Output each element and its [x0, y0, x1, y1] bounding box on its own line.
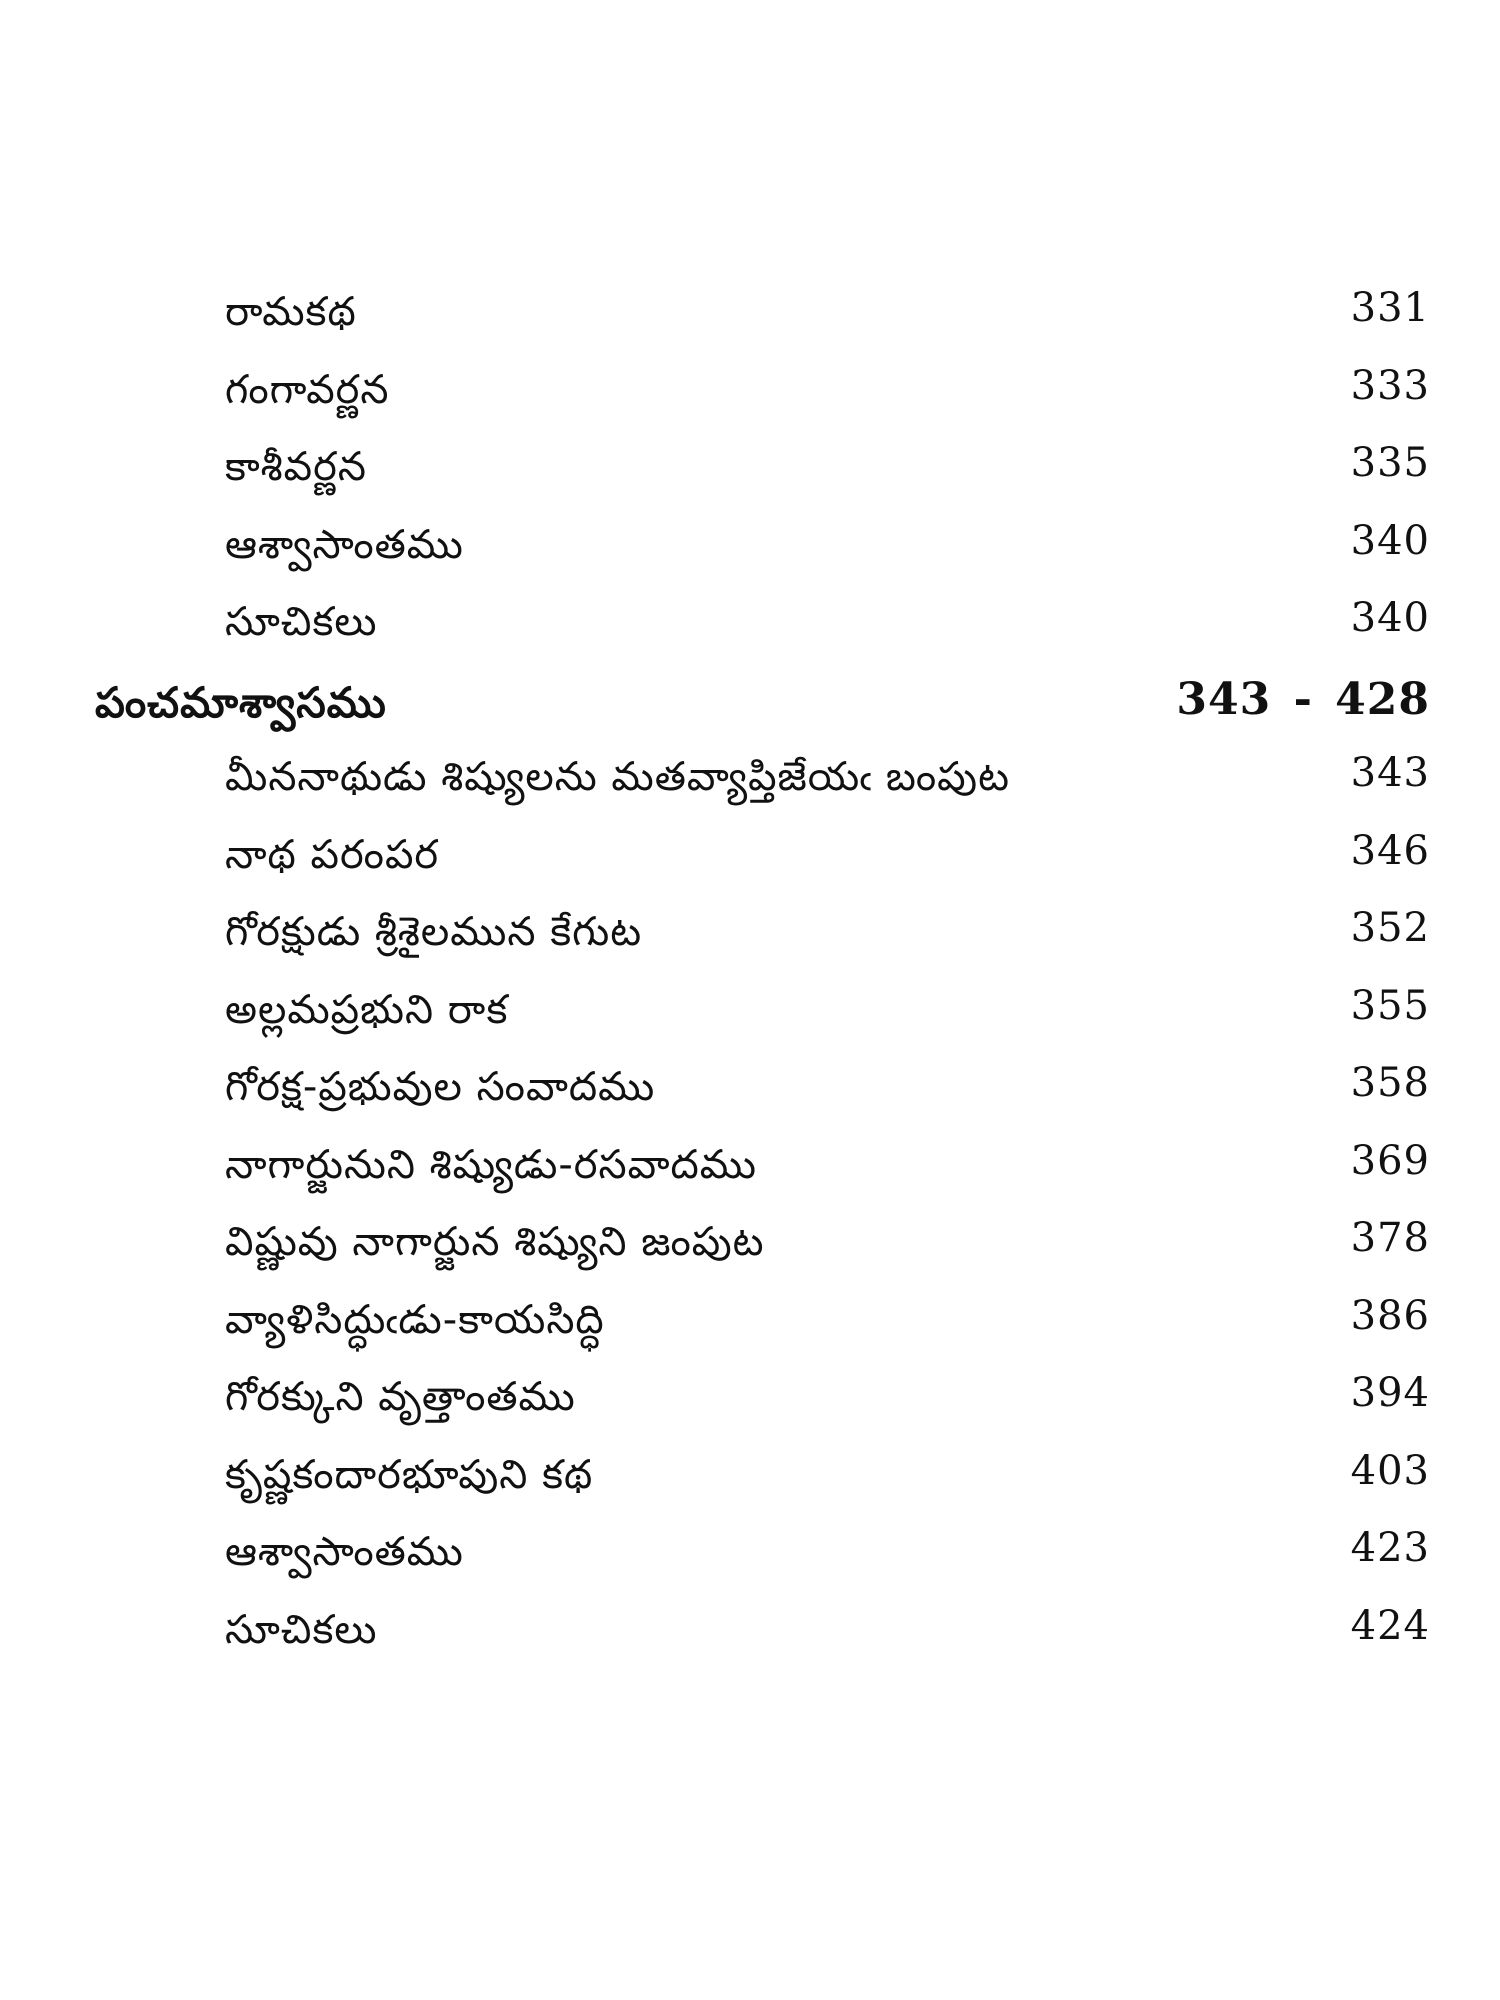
toc-entry-page: 346: [1350, 827, 1430, 874]
toc-entry-page: 331: [1350, 285, 1430, 331]
toc-entry-page: 423: [1350, 1525, 1430, 1571]
toc-entry-title: విష్ణువు నాగార్జున శిష్యుని జంపుట: [225, 1219, 765, 1265]
toc-entry-title: నాగార్జునుని శిష్యుడు-రసవాదము: [225, 1141, 757, 1188]
toc-entry-vyalisiddhudu: [95, 1288, 1430, 1366]
table-of-contents: [95, 280, 1430, 1675]
toc-entry-title: అల్లమప్రభుని రాక: [225, 986, 509, 1033]
chapter-page-range: 343 - 428: [1176, 673, 1430, 725]
toc-entry-page: 335: [1350, 440, 1430, 486]
toc-entry-krishnakandara: [95, 1443, 1430, 1521]
toc-entry-samvadamu: [95, 1055, 1430, 1133]
toc-entry-gangavarnana: [95, 358, 1430, 436]
toc-entry-suchikalu-2: [95, 1598, 1430, 1676]
toc-entry-aswasantamu: [95, 513, 1430, 591]
toc-entry-page: 340: [1350, 517, 1430, 564]
toc-entry-aswasantamu-2: [95, 1520, 1430, 1598]
toc-entry-title: కృష్ణకందారభూపుని కథ: [225, 1451, 594, 1498]
toc-entry-meenanathudu: [95, 745, 1430, 823]
toc-entry-title: మీననాథుడు శిష్యులను మతవ్యాప్తిజేయఁ బంపుట: [225, 754, 1010, 800]
toc-entry-page: 378: [1350, 1215, 1430, 1261]
toc-entry-page: 358: [1350, 1060, 1430, 1106]
toc-entry-title: సూచికలు: [225, 599, 378, 645]
toc-entry-page: 403: [1350, 1447, 1430, 1494]
toc-entry-suchikalu: [95, 590, 1430, 668]
toc-entry-title: వ్యాళిసిద్ధుఁడు-కాయసిద్ధి: [225, 1296, 605, 1343]
toc-entry-page: 424: [1350, 1602, 1430, 1649]
toc-entry-title: కాశీవర్ణన: [225, 444, 367, 490]
toc-entry-title: గోరక్కుని వృత్తాంతము: [225, 1374, 576, 1420]
toc-entry-title: గోరక్ష-ప్రభువుల సంవాదము: [225, 1064, 656, 1110]
toc-entry-kasivarnana: [95, 435, 1430, 513]
toc-entry-title: గోరక్షుడు శ్రీశైలమున కేగుట: [225, 909, 643, 955]
toc-entry-page: 355: [1350, 982, 1430, 1029]
chapter-title: పంచమాశ్వాసము: [95, 677, 387, 727]
toc-chapter-heading: [95, 668, 1430, 746]
toc-entry-title: సూచికలు: [225, 1606, 378, 1653]
toc-entry-page: 333: [1350, 362, 1430, 409]
toc-entry-title: నాథ పరంపర: [225, 831, 440, 878]
toc-entry-title: గంగావర్ణన: [225, 366, 390, 413]
toc-entry-ramakatha: [95, 280, 1430, 358]
toc-entry-title: రామకథ: [225, 289, 357, 335]
toc-entry-page: 386: [1350, 1292, 1430, 1339]
toc-entry-page: 343: [1350, 750, 1430, 796]
toc-entry-allamaprabhu: [95, 978, 1430, 1056]
toc-entry-rasavadamu: [95, 1133, 1430, 1211]
toc-entry-natha-parampara: [95, 823, 1430, 901]
toc-entry-title: ఆశ్వాసాంతము: [225, 1529, 464, 1575]
toc-entry-gorakshudu: [95, 900, 1430, 978]
toc-entry-page: 369: [1350, 1137, 1430, 1184]
toc-entry-page: 352: [1350, 905, 1430, 951]
toc-entry-title: ఆశ్వాసాంతము: [225, 521, 464, 568]
toc-entry-page: 394: [1350, 1370, 1430, 1416]
toc-entry-vruttantamu: [95, 1365, 1430, 1443]
toc-entry-vishnuvu: [95, 1210, 1430, 1288]
toc-entry-page: 340: [1350, 595, 1430, 641]
